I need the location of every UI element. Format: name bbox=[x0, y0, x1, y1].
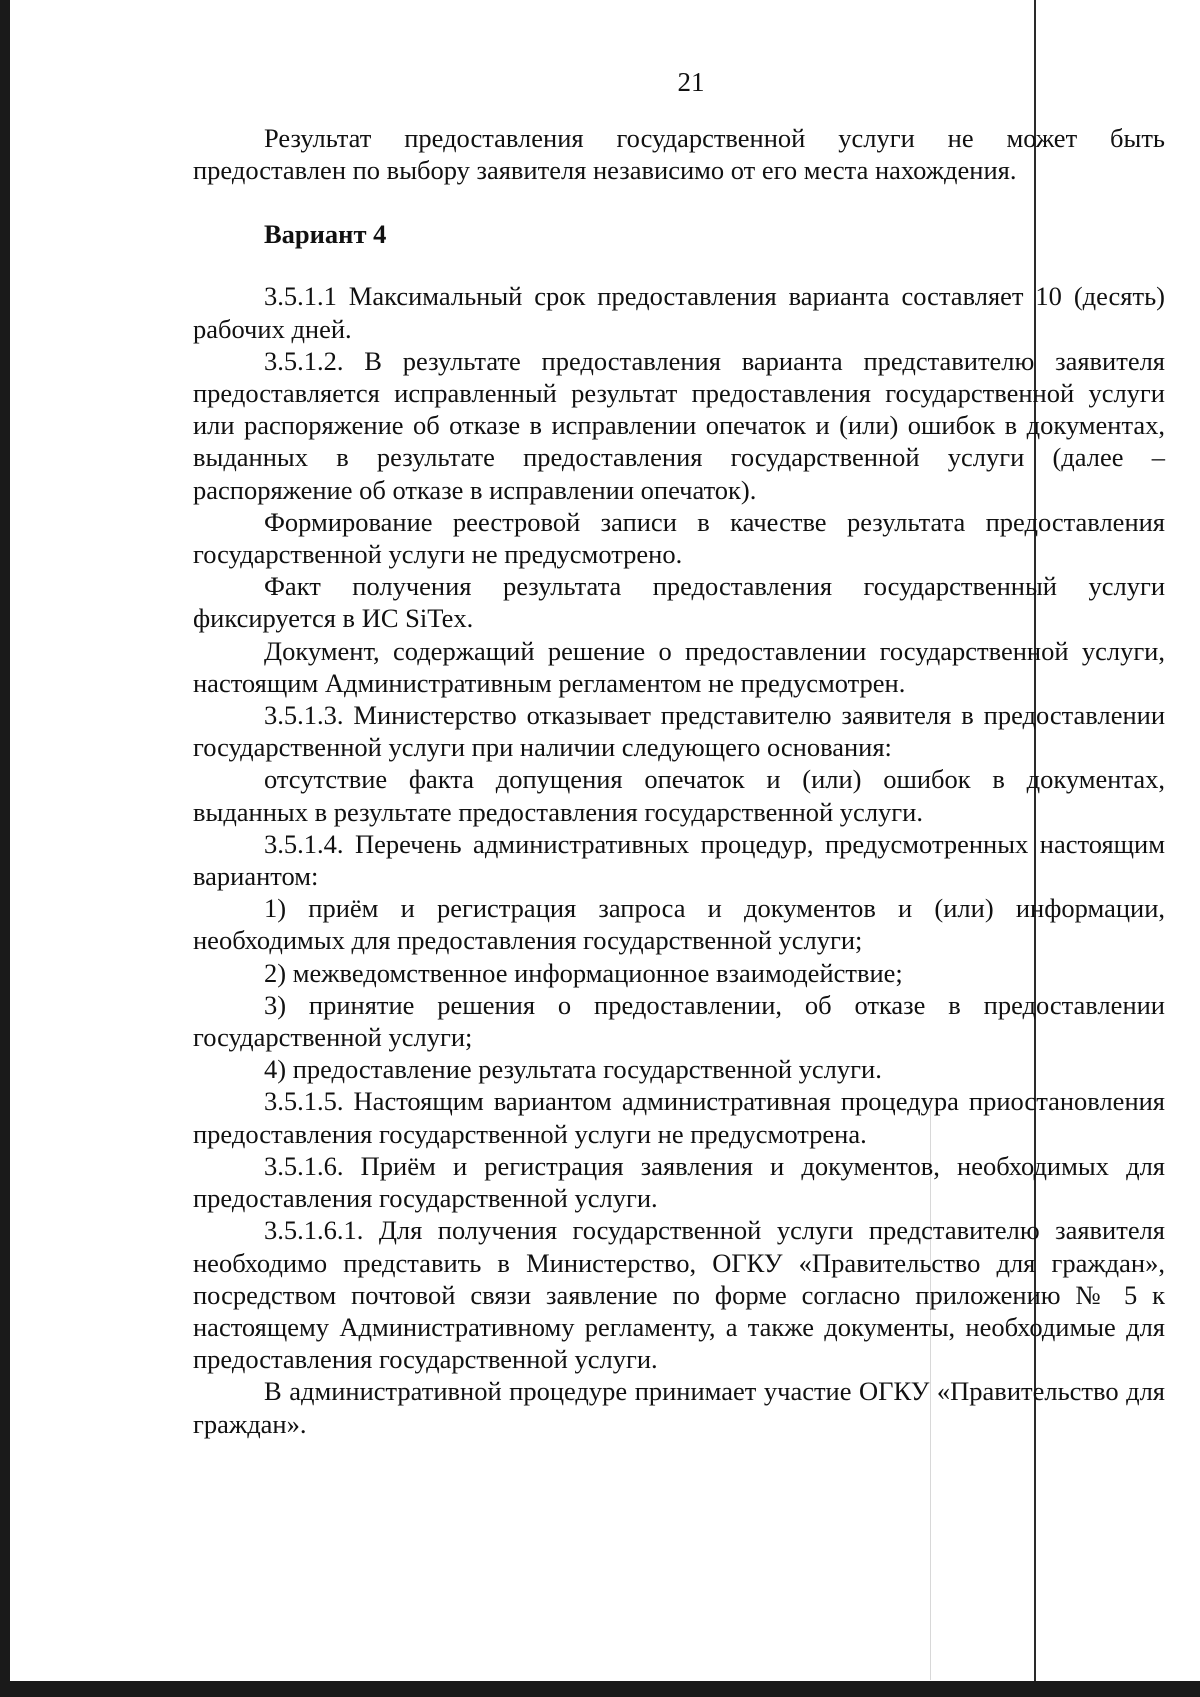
scan-edge-left bbox=[0, 0, 10, 1697]
paragraph-3-5-1-5: 3.5.1.5. Настоящим вариантом административная процедура приостановления предоставления государственной услуги не предусмотрена. bbox=[193, 1086, 1165, 1149]
section-heading: Вариант 4 bbox=[264, 219, 387, 250]
paragraph-fact-of-receipt: Факт получения результата предоставления государственный услуги фиксируется в ИС SiTex. bbox=[193, 571, 1165, 634]
paragraph-registry-record: Формирование реестровой записи в качестве результата предоставления государственной услуги не предусмотрено. bbox=[193, 506, 1165, 570]
paragraph-decision-document: Документ, содержащий решение о предоставлении государственной услуги, настоящим Административным регламентом не предусмотрен. bbox=[193, 635, 1165, 698]
page-number: 21 bbox=[677, 67, 705, 97]
paragraph-participation: В административной процедуре принимает участие ОГКУ «Правительство для граждан». bbox=[193, 1376, 1165, 1439]
list-item-4: 4) предоставление результата государственной услуги. bbox=[264, 1054, 882, 1085]
document-body bbox=[193, 60, 1165, 1440]
paragraph-3-5-1-6: 3.5.1.6. Приём и регистрация заявления и документов, необходимых для предоставления государственной услуги. bbox=[193, 1150, 1165, 1214]
paragraph-3-5-1-4: 3.5.1.4. Перечень административных процедур, предусмотренных настоящим вариантом: bbox=[193, 828, 1165, 892]
paragraph-3-5-1-1: 3.5.1.1 Максимальный срок предоставления варианта составляет 10 (десять) рабочих дней. bbox=[193, 281, 1165, 344]
paragraph-refusal-ground: отсутствие факта допущения опечаток и (или) ошибок в документах, выданных в результате предоставления государственной услуги. bbox=[193, 764, 1165, 827]
list-item-3: 3) принятие решения о предоставлении, об отказе в предоставлении государственной услуги; bbox=[193, 989, 1165, 1053]
paragraph-3-5-1-2: 3.5.1.2. В результате предоставления варианта представителю заявителя предоставляется исправленный результат предоставления государственной услуги или распоряжение об отказе в исправлении опечаток и (или) ошибок в документах, выданных в результате предоставления государственной услуги (далее – распоряжение об отказе в исправлении опечаток). bbox=[193, 345, 1165, 505]
paragraph-3-5-1-3: 3.5.1.3. Министерство отказывает представителю заявителя в предоставлении государственной услуги при наличии следующего основания: bbox=[193, 700, 1165, 763]
list-item-2: 2) межведомственное информационное взаимодействие; bbox=[264, 957, 903, 988]
scan-edge-bottom bbox=[0, 1681, 1200, 1697]
paragraph-3-5-1-6-1: 3.5.1.6.1. Для получения государственной услуги представителю заявителя необходимо представить в Министерство, ОГКУ «Правительство для граждан», посредством почтовой связи заявление по форме согласно приложению № 5 к настоящему Административному регламенту, а также документы, необходимые для предоставления государственной услуги. bbox=[193, 1215, 1165, 1375]
intro-paragraph: Результат предоставления государственной услуги не может быть предоставлен по выбору заявителя независимо от его места нахождения. bbox=[193, 123, 1165, 186]
list-item-1: 1) приём и регистрация запроса и документов и (или) информации, необходимых для предоставления государственной услуги; bbox=[193, 893, 1165, 956]
